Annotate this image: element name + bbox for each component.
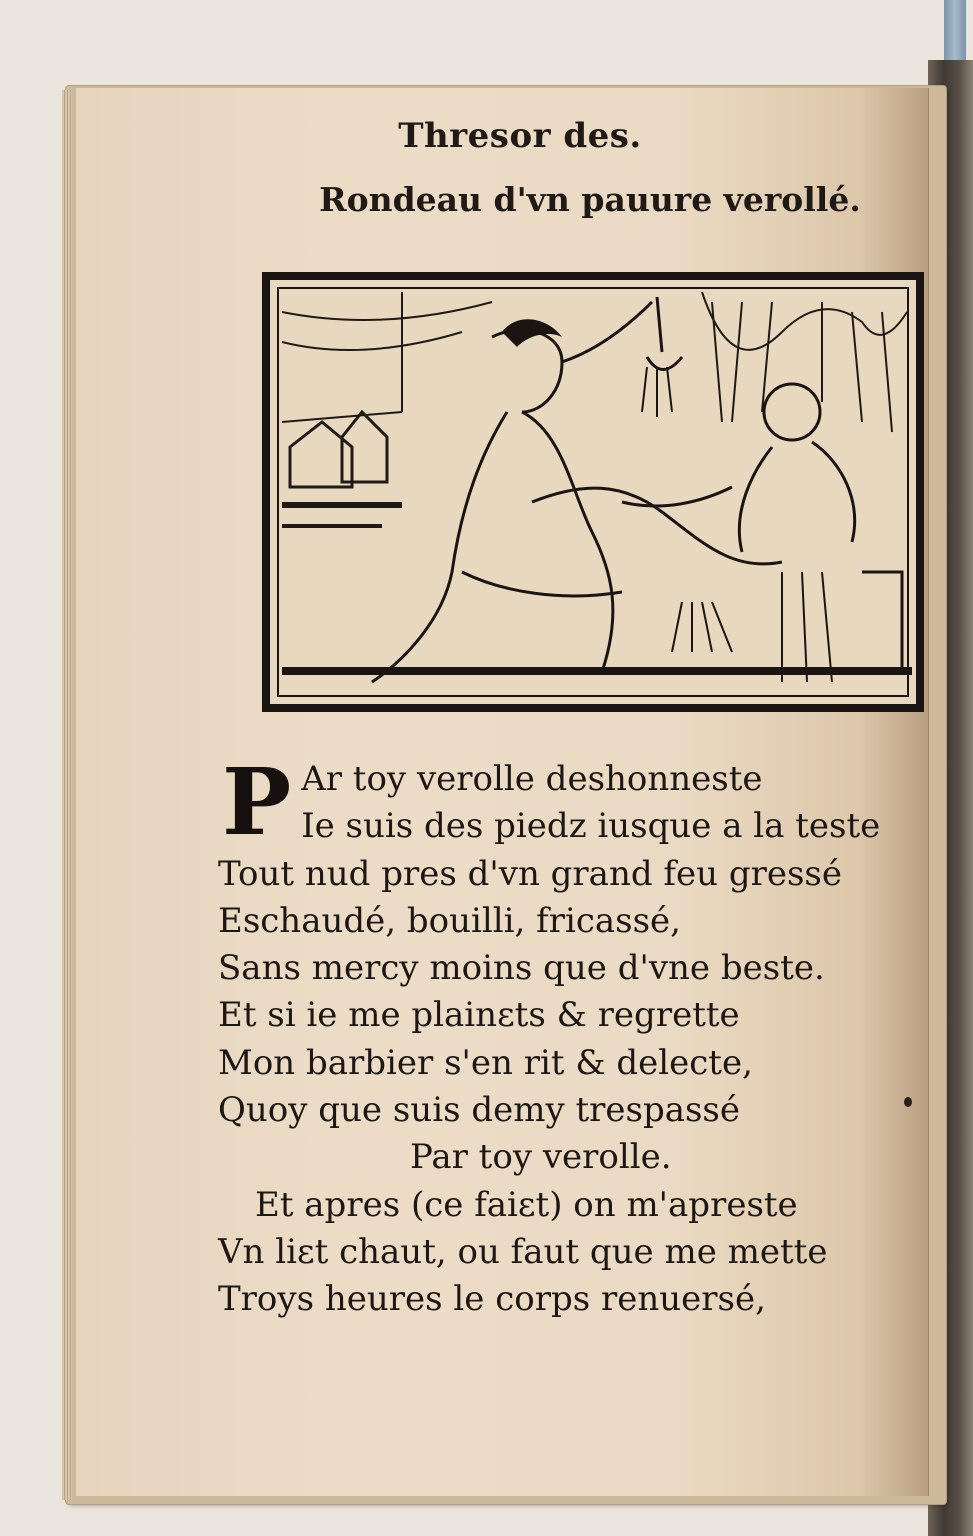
verse-refrain: Par toy verolle. [410,1137,672,1178]
page-wormhole [904,1097,912,1107]
verse-line: Ar toy verolle deshonneste [301,759,763,799]
verse-line: Quoy que suis demy trespassé [218,1090,741,1131]
verse-line: Vn liɛt chaut, ou faut que me mette [218,1231,828,1272]
poem-title: Rondeau d'vn pauure verollé. [319,180,861,219]
verse-line: Et si ie me plainɛts & regrette [218,995,740,1036]
page-edges [62,90,72,1500]
woodcut-illustration [262,272,924,712]
verse-line: Tout nud pres d'vn grand feu gressé [218,853,842,894]
running-head: Thresor des. [398,116,642,156]
verse-line: Ie suis des piedz iusque a la teste [301,806,881,847]
verse-line: Troys heures le corps renuersé, [218,1279,766,1320]
verse-line: Et apres (ce faiɛt) on m'apreste [255,1184,798,1225]
verse-line: Mon barbier s'en rit & delecte, [218,1042,753,1083]
verse-line: Eschaudé, bouilli, fricassé, [218,900,681,941]
drop-cap-initial: P [222,748,292,856]
verse-block [210,748,900,1324]
verse-line: Sans mercy moins que d'vne beste. [218,948,825,989]
